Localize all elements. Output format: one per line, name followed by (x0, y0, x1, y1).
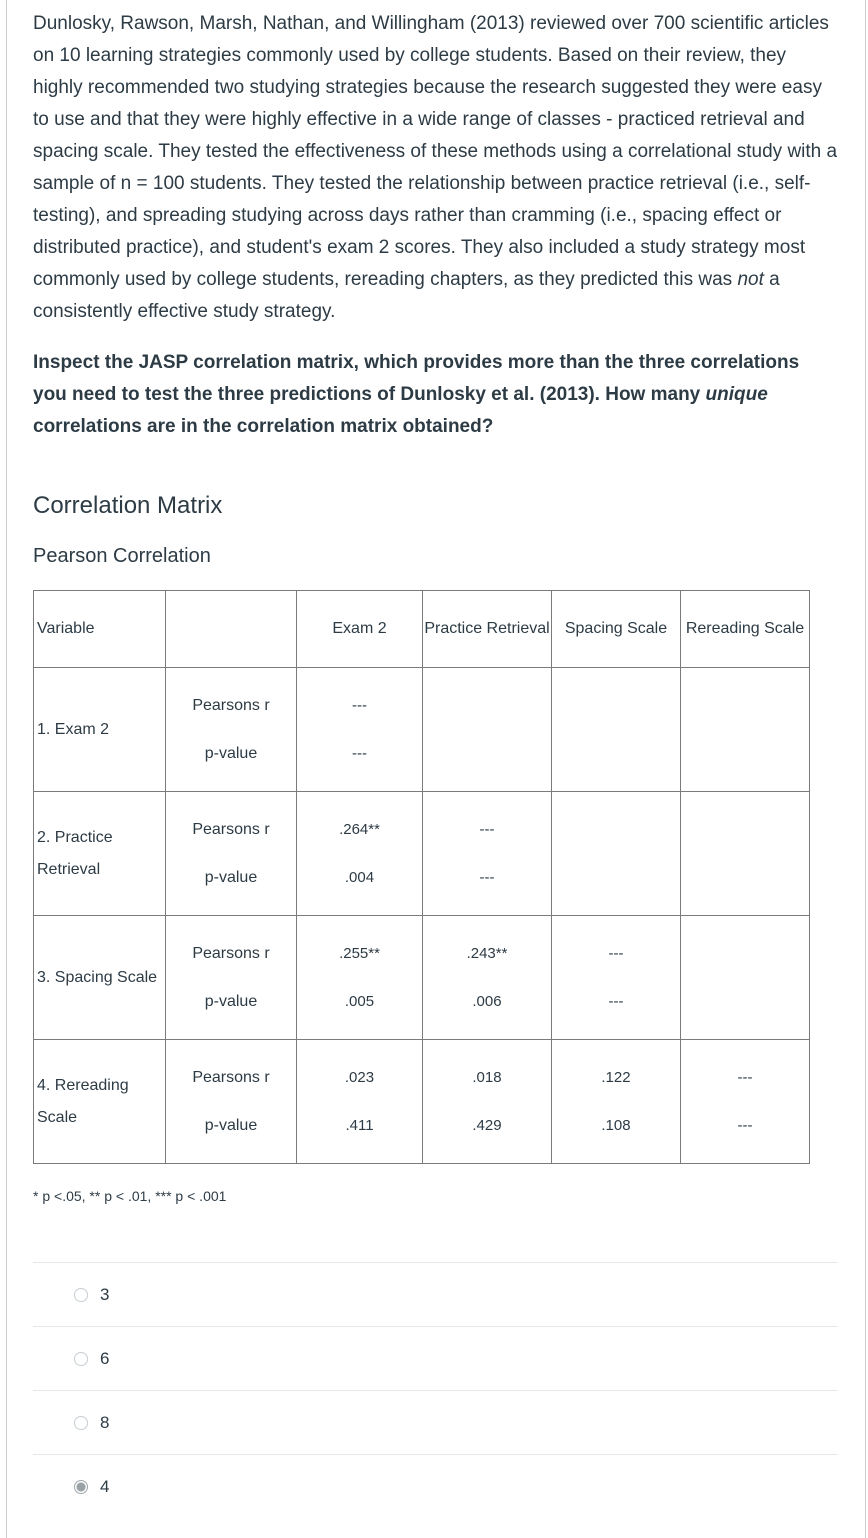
p-value: .004 (344, 868, 375, 886)
stat-label-p: p-value (204, 868, 258, 886)
stat-label-r: Pearsons r (192, 1068, 270, 1086)
row-label-rereading-scale: 4. Rereading Scale (34, 1040, 166, 1164)
answer-option-label[interactable]: 8 (100, 1412, 110, 1432)
pearson-r-value: .023 (344, 1068, 375, 1086)
table-row (34, 1040, 810, 1164)
stat-label-p: p-value (204, 992, 258, 1010)
answer-options (33, 1262, 838, 1518)
radio-icon[interactable] (74, 1352, 88, 1366)
matrix-heading: Correlation Matrix (33, 492, 223, 519)
answer-option[interactable] (33, 1262, 838, 1326)
pearson-r-value: .255** (339, 944, 380, 962)
radio-icon[interactable] (74, 1288, 88, 1302)
pearson-r-value (681, 818, 809, 842)
p-value: .005 (344, 992, 375, 1010)
table-row (34, 916, 810, 1040)
stat-labels-cell (166, 792, 297, 916)
p-value: .429 (472, 1116, 502, 1134)
cell-rereading-scale-exam2 (297, 1040, 423, 1164)
answer-option-label[interactable]: 3 (100, 1284, 110, 1304)
stat-labels-cell (166, 668, 297, 792)
pearson-r-value (423, 694, 551, 718)
pearson-r-value (552, 818, 680, 842)
radio-icon[interactable] (74, 1416, 88, 1430)
pearson-heading: Pearson Correlation (33, 545, 211, 567)
pearson-r-value (552, 694, 680, 718)
cell-spacing-scale-practice-retrieval (423, 916, 552, 1040)
table-row (34, 792, 810, 916)
significance-footnote: * p <.05, ** p < .01, *** p < .001 (33, 1188, 227, 1204)
cell-spacing-scale-rereading-scale (681, 916, 810, 1040)
answer-option[interactable] (33, 1326, 838, 1390)
header-rereading-scale: Rereading Scale (681, 591, 810, 668)
question-content (33, 0, 838, 1496)
correlation-table (33, 590, 810, 1164)
answer-option-label[interactable]: 4 (100, 1476, 110, 1496)
answer-option[interactable] (33, 1454, 838, 1518)
cell-exam2-rereading-scale (681, 668, 810, 792)
cell-exam2-practice-retrieval (423, 668, 552, 792)
stat-label-r: Pearsons r (192, 696, 270, 714)
p-value (681, 990, 809, 1014)
cell-spacing-scale-exam2 (297, 916, 423, 1040)
stat-label-p: p-value (204, 744, 258, 762)
pearson-r-value: --- (479, 820, 495, 838)
answer-option[interactable] (33, 1390, 838, 1454)
cell-practice-retrieval-exam2 (297, 792, 423, 916)
radio-selected-icon[interactable] (74, 1480, 88, 1494)
header-stat (166, 591, 297, 668)
header-exam2: Exam 2 (297, 591, 423, 668)
cell-rereading-scale-practice-retrieval (423, 1040, 552, 1164)
cell-spacing-scale-spacing-scale (552, 916, 681, 1040)
answer-option-label[interactable]: 6 (100, 1348, 110, 1368)
table-row (34, 668, 810, 792)
intro-emphasis: not (737, 269, 764, 290)
p-value: --- (352, 744, 367, 762)
pearson-r-value: .243** (466, 944, 508, 962)
header-variable: Variable (34, 591, 166, 668)
header-spacing-scale: Spacing Scale (552, 591, 681, 668)
stat-label-r: Pearsons r (192, 820, 270, 838)
header-practice-retrieval: Practice Retrieval (423, 591, 552, 668)
cell-practice-retrieval-spacing-scale (552, 792, 681, 916)
question-text-1: Inspect the JASP correlation matrix, which provides more than the three correlations you need to test the three predictions of Dunlosky et al. (2013). How many (33, 352, 800, 405)
p-value (552, 742, 680, 766)
question-prompt (33, 347, 838, 443)
stat-label-p: p-value (204, 1116, 258, 1134)
p-value: --- (608, 992, 624, 1010)
p-value (552, 866, 680, 890)
stat-labels-cell (166, 1040, 297, 1164)
table-header-row (34, 591, 810, 668)
cell-rereading-scale-spacing-scale (552, 1040, 681, 1164)
row-label-exam2: 1. Exam 2 (34, 668, 166, 792)
intro-paragraph (33, 8, 838, 328)
question-emphasis: unique (705, 384, 768, 405)
question-text-2: correlations are in the correlation matrix obtained? (33, 416, 494, 437)
p-value (681, 742, 809, 766)
pearson-r-value: --- (608, 944, 624, 962)
cell-exam2-spacing-scale (552, 668, 681, 792)
p-value: --- (737, 1116, 753, 1134)
pearson-r-value: --- (352, 696, 367, 714)
p-value: --- (479, 868, 495, 886)
pearson-r-value: .264** (339, 820, 380, 838)
stat-label-r: Pearsons r (192, 944, 270, 962)
row-label-spacing-scale: 3. Spacing Scale (34, 916, 166, 1040)
cell-practice-retrieval-rereading-scale (681, 792, 810, 916)
cell-exam2-exam2 (297, 668, 423, 792)
p-value: .108 (601, 1116, 631, 1134)
row-label-practice-retrieval: 2. Practice Retrieval (34, 792, 166, 916)
pearson-r-value: .018 (472, 1068, 502, 1086)
pearson-r-value: --- (737, 1068, 753, 1086)
intro-text-2: a consistently effective study strategy. (33, 269, 780, 322)
p-value: .411 (345, 1116, 374, 1134)
p-value: .006 (472, 992, 502, 1010)
stat-labels-cell (166, 916, 297, 1040)
p-value (681, 866, 809, 890)
pearson-r-value: .122 (601, 1068, 631, 1086)
cell-practice-retrieval-practice-retrieval (423, 792, 552, 916)
pearson-r-value (681, 694, 809, 718)
intro-text-1: Dunlosky, Rawson, Marsh, Nathan, and Willingham (2013) reviewed over 700 scientific articles on 10 learning strategies commonly used by college students. Based on their review, they highly recommended two studying strategies because the research suggested they were easy to use and that they were highly effective in a wide range of classes - practiced retrieval and spacing scale. They tested the effectiveness of these methods using a correlational study with a sample of n = 100 students. They tested the relationship between practice retrieval (i.e., self-testing), and spreading studying across days rather than cramming (i.e., spacing effect or distributed practice), and student's exam 2 scores. They also included a study strategy most commonly used by college students, rereading chapters, as they predicted this was (33, 13, 838, 290)
cell-rereading-scale-rereading-scale (681, 1040, 810, 1164)
p-value (423, 742, 551, 766)
pearson-r-value (681, 942, 809, 966)
